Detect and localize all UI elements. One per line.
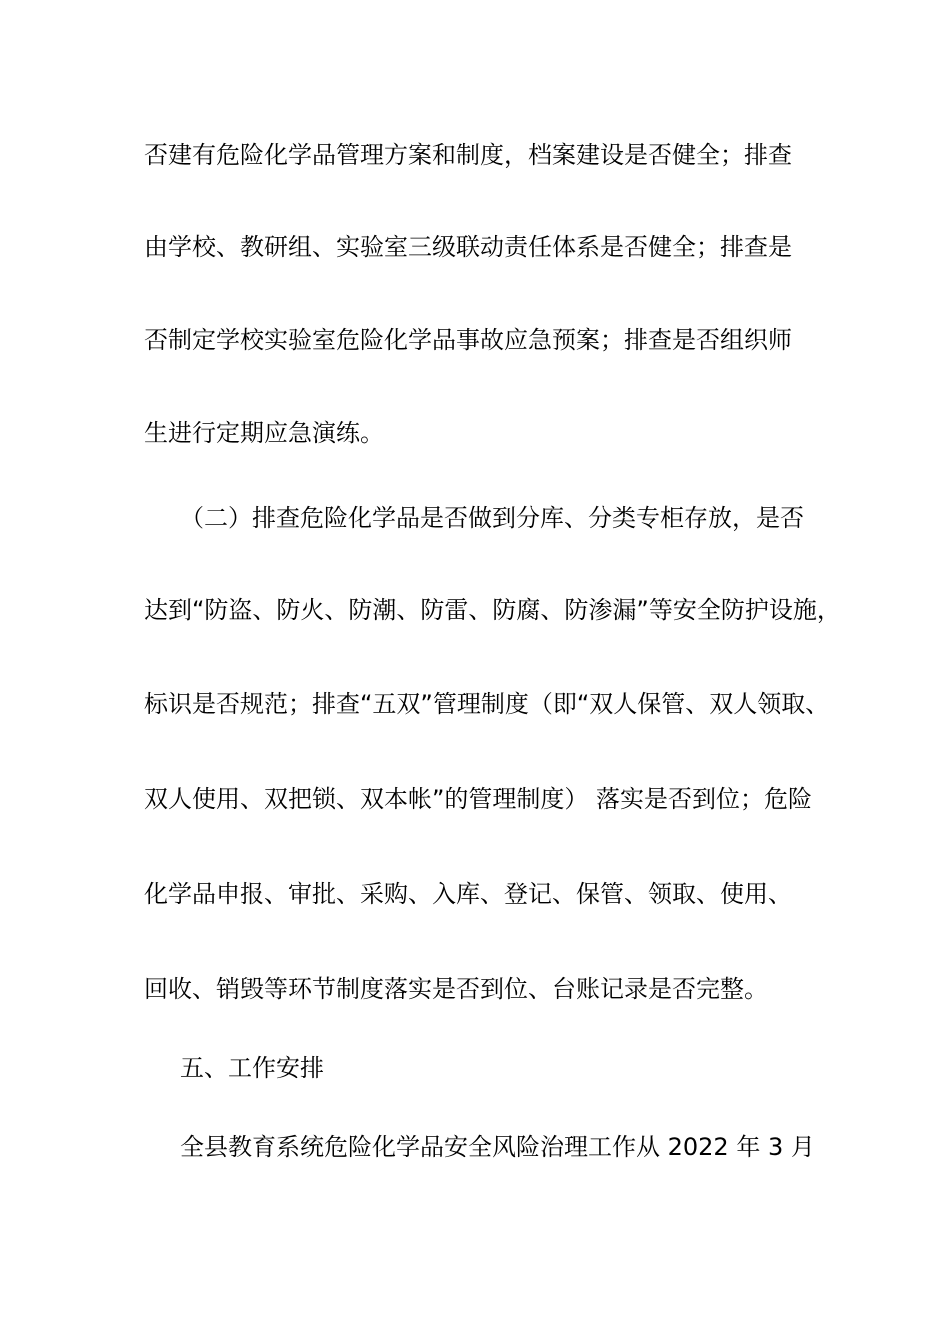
paragraph-line: 否建有危险化学品管理方案和制度，档案建设是否健全；排查 — [144, 141, 792, 169]
section-heading: 五、工作安排 — [180, 1054, 324, 1082]
paragraph-line: 双人使用、双把锁、双本帐”的管理制度） 落实是否到位；危险 — [144, 785, 813, 813]
paragraph-line: 达到“防盗、防火、防潮、防雷、防腐、防渗漏”等安全防护设施， — [144, 596, 841, 624]
paragraph-line: （二）排查危险化学品是否做到分库、分类专柜存放，是否 — [180, 504, 804, 532]
paragraph-line: 由学校、教研组、实验室三级联动责任体系是否健全；排查是 — [144, 233, 792, 261]
paragraph-line: 否制定学校实验室危险化学品事故应急预案；排查是否组织师 — [144, 326, 792, 354]
paragraph-line: 化学品申报、审批、采购、入库、登记、保管、领取、使用、 — [144, 880, 792, 908]
paragraph-line: 回收、销毁等环节制度落实是否到位、台账记录是否完整。 — [144, 975, 768, 1003]
paragraph-line: 全县教育系统危险化学品安全风险治理工作从 2022 年 3 月 — [180, 1133, 815, 1161]
paragraph-line: 标识是否规范；排查“五双”管理制度（即“双人保管、双人领取、 — [144, 690, 830, 718]
paragraph-line: 生进行定期应急演练。 — [144, 419, 384, 447]
